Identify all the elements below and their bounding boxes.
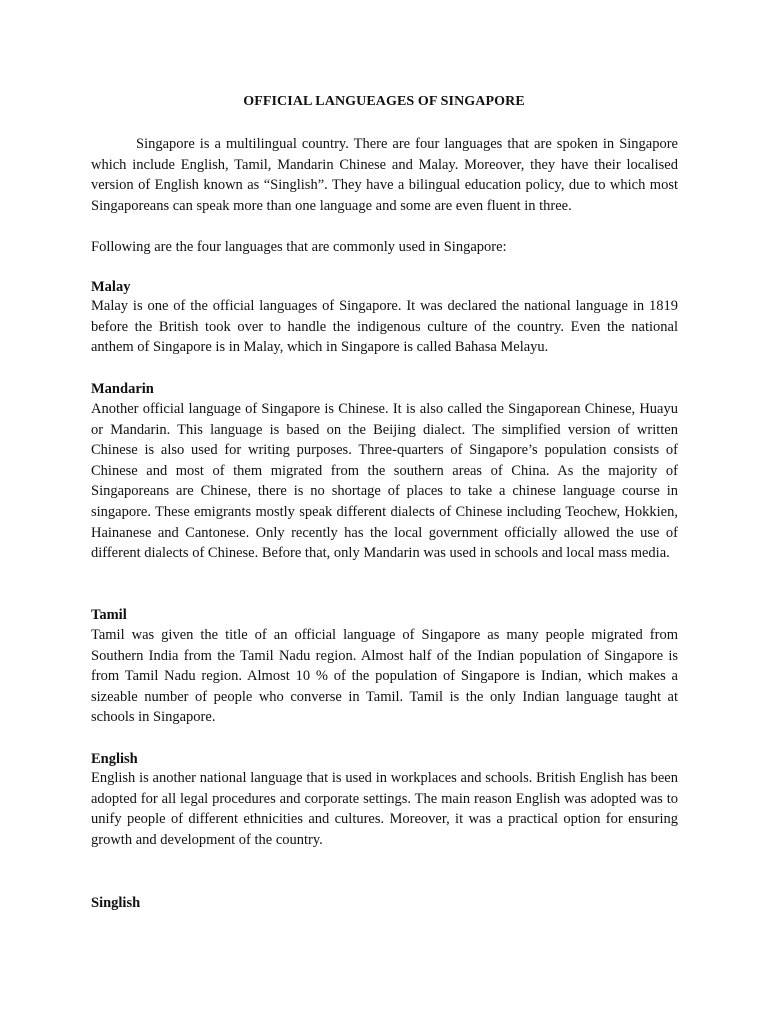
section-heading-tamil: Tamil <box>91 607 127 623</box>
lead-in-paragraph: Following are the four languages that are commonly used in Singapore: <box>91 239 507 255</box>
section-body-english: English is another national language that is used in workplaces and schools. British English has been adopted for all legal procedures and corporate settings. The main reason English was adopted was to unify people of different ethnicities and cultures. Moreover, it was a practical option for ensuring growth and development of the country. <box>91 770 678 848</box>
section-heading-singlish: Singlish <box>91 895 141 911</box>
intro-paragraph: Singapore is a multilingual country. There are four languages that are spoken in Singapore which include English, Tamil, Mandarin Chinese and Malay. Moreover, they have their localised version of English known as “Singlish”. They have a bilingual education policy, due to which most Singaporeans can speak more than one language and some are even fluent in three. <box>91 136 678 214</box>
section-heading-mandarin: Mandarin <box>91 381 154 397</box>
document-title: OFFICIAL LANGUEAGES OF SINGAPORE <box>243 94 525 109</box>
section-heading-malay: Malay <box>91 279 131 295</box>
section-body-tamil: Tamil was given the title of an official language of Singapore as many people migrated from Southern India from the Tamil Nadu region. Almost half of the Indian population of Singapore is from Tamil Nadu region. Almost 10 % of the population of Singapore is Indian, which makes a sizeable number of people who converse in Tamil. Tamil is the only Indian language taught at schools in Singapore. <box>91 627 678 726</box>
section-body-malay: Malay is one of the official languages of Singapore. It was declared the national language in 1819 before the British took over to handle the indigenous culture of the country. Even the national anthem of Singapore is in Malay, which in Singapore is called Bahasa Melayu. <box>91 298 678 356</box>
section-heading-english: English <box>91 751 138 767</box>
section-body-mandarin: Another official language of Singapore is Chinese. It is also called the Singaporean Chinese, Huayu or Mandarin. This language is based on the Beijing dialect. The simplified version of written Chinese is also used for writing purposes. Three-quarters of Singapore’s population consists of Chinese and most of them migrated from the southern areas of China. As the majority of Singaporeans are Chinese, there is no shortage of places to take a chinese language course in singapore. These emigrants mostly speak different dialects of Chinese including Teochew, Hokkien, Hainanese and Cantonese. Only recently has the local government officially allowed the use of different dialects of Chinese. Before that, only Mandarin was used in schools and local mass media. <box>91 401 678 562</box>
